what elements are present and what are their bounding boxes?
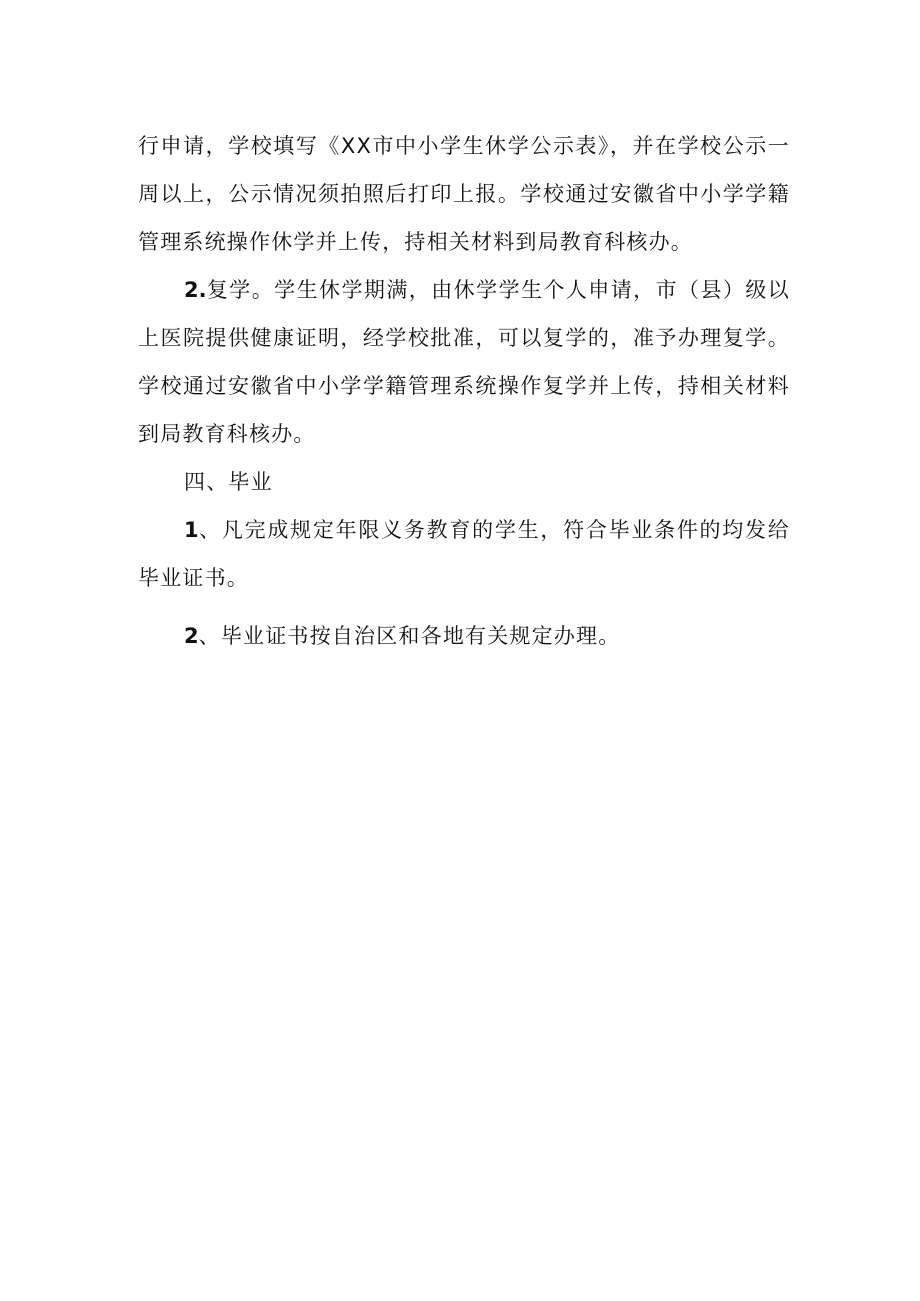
paragraph-resumption [138, 266, 790, 458]
paragraph-number: 2. [184, 278, 207, 302]
paragraph-number: 2 [184, 624, 199, 648]
paragraph-text: 复学。学生休学期满，由休学学生个人申请，市（县）级以上医院提供健康证明，经学校批准，可以复学的，准予办理复学。学校通过安徽省中小学学籍管理系统操作复学并上传，持相关材料到局教育科核办。 [138, 278, 790, 446]
paragraph-text: 行申请，学校填写《XX市中小学生休学公示表》，并在学校公示一周以上，公示情况须拍照后打印上报。学校通过安徽省中小学学籍管理系统操作休学并上传，持相关材料到局教育科核办。 [138, 134, 790, 254]
paragraph-text: 、毕业证书按自治区和各地有关规定办理。 [198, 624, 621, 648]
spacer [138, 602, 790, 612]
section-heading-graduation: 四、毕业 [184, 470, 273, 494]
document-body [138, 122, 790, 660]
paragraph-text: 、凡完成规定年限义务教育的学生，符合毕业条件的均发给毕业证书。 [138, 518, 790, 590]
paragraph-graduation-2 [138, 612, 790, 660]
paragraph-suspension-continued [138, 122, 790, 266]
paragraph-number: 1 [184, 518, 199, 542]
paragraph-graduation-1 [138, 506, 790, 602]
